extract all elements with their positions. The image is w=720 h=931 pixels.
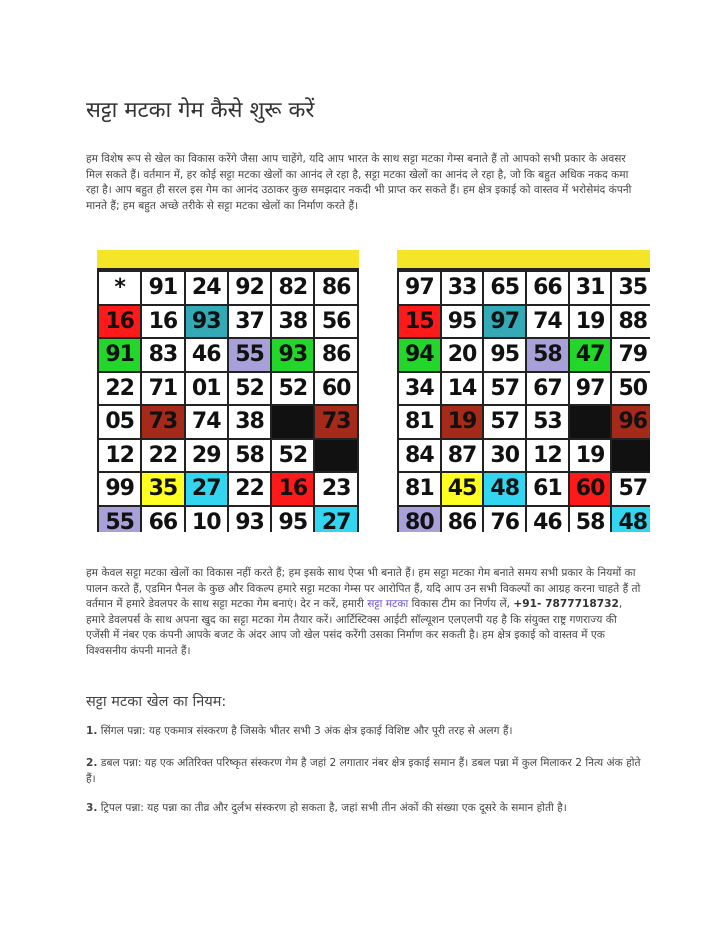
chart-cell: 55: [99, 507, 142, 533]
chart-cell: 35: [612, 272, 650, 306]
chart-cell: 52: [272, 440, 315, 474]
chart-cell: 95: [272, 507, 315, 533]
chart-cell: 22: [99, 373, 142, 407]
chart-header-banner: [397, 250, 650, 270]
chart-cell: 27: [315, 507, 358, 533]
rule-text: डबल पन्ना: यह एक अतिरिक्त परिष्कृत संस्करण गेम है जहां 2 लगातार नंबर क्षेत्र इकाई समान हैं। डबल पन्ना में कुल मिलाकर 2 नित्य अंक होते हैं।: [86, 757, 641, 785]
chart-cell: 34: [272, 406, 315, 440]
chart-cell: *: [99, 272, 142, 306]
chart-cell: 57: [484, 373, 527, 407]
chart-cell: 34: [399, 373, 442, 407]
chart-cell: 60: [570, 473, 613, 507]
chart-cell: 01: [186, 373, 229, 407]
chart-cell: 74: [186, 406, 229, 440]
rule-text: ट्रिपल पन्ना: यह पन्ना का तीव्र और दुर्लभ संस्करण हो सकता है, जहां सभी तीन अंकों की संख्या एक दूसरे के समान होती है।: [97, 802, 567, 814]
chart-cell: 52: [229, 373, 272, 407]
chart-cell: 76: [484, 507, 527, 533]
chart-cell: 14: [442, 373, 485, 407]
chart-grid: [97, 270, 359, 532]
chart-cell: 86: [315, 272, 358, 306]
chart-cell: 10: [186, 507, 229, 533]
chart-cell: 53: [527, 406, 570, 440]
chart-cell: 93: [272, 339, 315, 373]
chart-cell: 80: [399, 507, 442, 533]
chart-cell: 12: [99, 440, 142, 474]
chart-cell: 47: [570, 339, 613, 373]
chart-cell: 55: [229, 339, 272, 373]
chart-cell: 45: [442, 473, 485, 507]
chart-cell: 19: [570, 306, 613, 340]
chart-cell: 74: [527, 306, 570, 340]
rule-number: 2.: [86, 757, 98, 769]
chart-cell: 66: [527, 272, 570, 306]
chart-cell: 95: [484, 339, 527, 373]
chart-cell: 59: [612, 440, 650, 474]
chart-cell: 58: [527, 339, 570, 373]
chart-cell: 81: [399, 406, 442, 440]
chart-cell: 67: [527, 373, 570, 407]
chart-cell: 20: [442, 339, 485, 373]
chart-cell: 58: [570, 507, 613, 533]
second-paragraph: [86, 566, 641, 659]
chart-cell: 22: [229, 473, 272, 507]
chart-cell: 24: [186, 272, 229, 306]
chart-cell: 91: [142, 272, 185, 306]
chart-cell: 95: [442, 306, 485, 340]
matka-chart-left: [97, 250, 359, 532]
chart-cell: 12: [527, 440, 570, 474]
phone-number: +91- 7877718732: [513, 598, 619, 610]
chart-cell: 93: [229, 507, 272, 533]
chart-cell: 60: [315, 373, 358, 407]
chart-cell: 31: [570, 272, 613, 306]
chart-cell: 81: [399, 473, 442, 507]
chart-cell: 34: [570, 406, 613, 440]
chart-cell: 94: [399, 339, 442, 373]
chart-cell: 48: [484, 473, 527, 507]
rule-item: [86, 801, 641, 817]
chart-cell: 86: [442, 507, 485, 533]
chart-cell: 56: [315, 306, 358, 340]
chart-header-banner: [97, 250, 359, 270]
rule-number: 1.: [86, 725, 98, 737]
chart-cell: 33: [442, 272, 485, 306]
chart-cell: 87: [442, 440, 485, 474]
chart-cell: 88: [612, 306, 650, 340]
chart-cell: 30: [484, 440, 527, 474]
chart-cell: 46: [186, 339, 229, 373]
chart-cell: 29: [186, 440, 229, 474]
chart-cell: 19: [442, 406, 485, 440]
chart-cell: 27: [186, 473, 229, 507]
chart-cell: 58: [229, 440, 272, 474]
chart-cell: 57: [484, 406, 527, 440]
chart-cell: 48: [612, 507, 650, 533]
rule-item: [86, 724, 641, 740]
chart-cell: 46: [527, 507, 570, 533]
chart-cell: 15: [399, 306, 442, 340]
chart-cell: 82: [272, 272, 315, 306]
chart-cell: 79: [612, 339, 650, 373]
chart-cell: 84: [399, 440, 442, 474]
paragraph-text: , हमारे डेवलपर्स के साथ अपना खुद का सट्टा मटका गेम तैयार करें। आर्टिस्टिक्स आईटी सॉल्यूशन एलएलपी यह है कि संयुक्त राष्ट्र गणराज्य की एजेंसी में नंबर एक कंपनी आपके बजट के अंदर आप जो खेल पसंद करेंगी उसका निर्माण कर सकती है। हम क्षेत्र इकाई को वास्तव में एक विश्वसनीय कंपनी मानते हैं।: [86, 598, 623, 657]
chart-cell: 61: [527, 473, 570, 507]
chart-cell: 96: [612, 406, 650, 440]
chart-cell: 73: [315, 406, 358, 440]
chart-cell: 97: [399, 272, 442, 306]
chart-cell: 73: [142, 406, 185, 440]
chart-cell: 16: [99, 306, 142, 340]
chart-cell: 97: [484, 306, 527, 340]
rule-text: सिंगल पन्ना: यह एकमात्र संस्करण है जिसके भीतर सभी 3 अंक क्षेत्र इकाई विशिष्ट और पूरी तरह से अलग हैं।: [97, 725, 513, 737]
chart-cell: 66: [142, 507, 185, 533]
chart-cell: 91: [99, 339, 142, 373]
chart-cell: 90: [315, 440, 358, 474]
chart-grid: [397, 270, 650, 532]
chart-cell: 16: [142, 306, 185, 340]
rules-heading: सट्टा मटका खेल का नियम:: [86, 694, 227, 710]
chart-cell: 57: [612, 473, 650, 507]
intro-paragraph: हम विशेष रूप से खेल का विकास करेंगे जैसा आप चाहेंगे, यदि आप भारत के साथ सट्टा मटका गेम्स बनाते हैं तो आपको सभी प्रकार के अवसर मिल सकते हैं। वर्तमान में, हर कोई सट्टा मटका खेलों का आनंद ले रहा है, सट्टा मटका खेलों का आनंद ले रहा है, जो कि बहुत अधिक नकद कमा रहा है। आप बहुत ही सरल इस गेम का आनंद उठाकर कुछ समझदार नकदी भी प्राप्त कर सकते हैं। हम क्षेत्र इकाई को वास्तव में भरोसेमंद कंपनी मानते हैं; हम बहुत अच्छे तरीके से सट्टा मटका खेलों का निर्माण करते हैं।: [86, 153, 632, 212]
chart-cell: 19: [570, 440, 613, 474]
chart-cell: 97: [570, 373, 613, 407]
chart-cell: 38: [229, 406, 272, 440]
rule-number: 3.: [86, 802, 98, 814]
chart-cell: 86: [315, 339, 358, 373]
satta-matka-link[interactable]: सट्टा मटका: [367, 598, 409, 610]
rule-item: [86, 756, 641, 787]
chart-cell: 99: [99, 473, 142, 507]
chart-cell: 50: [612, 373, 650, 407]
chart-cell: 65: [484, 272, 527, 306]
chart-cell: 16: [272, 473, 315, 507]
paragraph-text: हम केवल सट्टा मटका खेलों का विकास नहीं करते हैं; हम इसके साथ ऐप्स भी बनाते हैं। हम सट्टा मटका गेम बनाते समय सभी प्रकार के नियमों का पालन करते हैं, एडमिन पैनल के कुछ और विकल्प हमारे सट्टा मटका गेम्स पर आरोपित हैं, यदि आप उन सभी विकल्पों का आग्रह करना चाहते हैं तो वर्तमान में हमारे डेवलपर के साथ सट्टा मटका गेम बनाएं। देर न करें, हमारी: [86, 567, 641, 610]
page-title: सट्टा मटका गेम कैसे शुरू करें: [86, 98, 315, 123]
chart-cell: 93: [186, 306, 229, 340]
paragraph-text: विकास टीम का निर्णय लें,: [408, 598, 514, 610]
chart-cell: 37: [229, 306, 272, 340]
matka-chart-right: [397, 250, 650, 532]
chart-cell: 22: [142, 440, 185, 474]
chart-cell: 52: [272, 373, 315, 407]
chart-cell: 35: [142, 473, 185, 507]
chart-cell: 83: [142, 339, 185, 373]
chart-cell: 23: [315, 473, 358, 507]
chart-cell: 92: [229, 272, 272, 306]
chart-cell: 05: [99, 406, 142, 440]
chart-cell: 38: [272, 306, 315, 340]
chart-cell: 71: [142, 373, 185, 407]
